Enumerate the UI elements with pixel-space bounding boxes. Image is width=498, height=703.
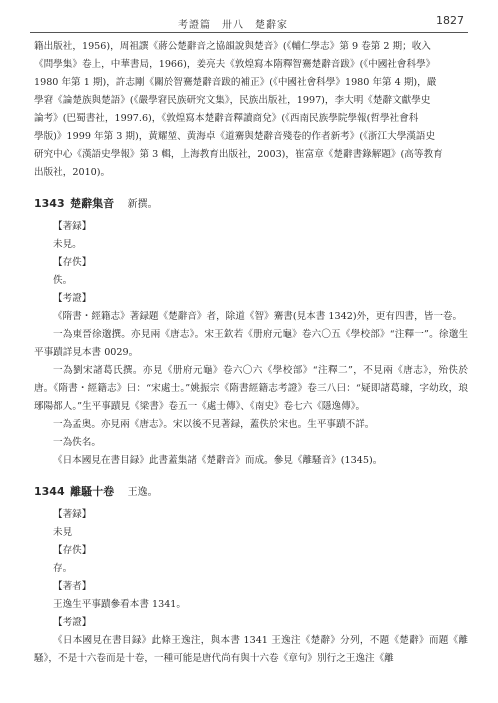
section-label: 【存佚】: [53, 545, 92, 556]
entry-1343: [34, 194, 468, 470]
page-body: [34, 38, 468, 668]
intro-line: 論考》(巴蜀書社，1997.6)，《敦煌寫本楚辭音釋讀商兌》(《西南民族學院學報(哲學社會科: [34, 113, 419, 124]
section-text: 佚。: [53, 275, 73, 286]
entry-title: 離騷十卷: [70, 485, 115, 498]
section-label: 【著録】: [53, 509, 92, 520]
entry-heading: [34, 482, 468, 503]
section-label: 【著者】: [53, 581, 92, 592]
intro-paragraph: [34, 38, 468, 182]
entry-heading: [34, 194, 468, 215]
section-text: 存。: [53, 563, 73, 574]
section-text: 一為孟奥。亦見兩《唐志》。宋以後不見著録，蓋佚於宋也。生平事蹟不詳。: [53, 419, 375, 430]
section-text: 《日本國見在書目録》此書蓋集諸《楚辭音》而成。參見《離騷音》(1345)。: [53, 455, 383, 466]
section-text: 一為東晉徐邈撰。亦見兩《唐志》。宋王欽若《册府元龜》卷六〇五《學校部》“注釋一”。徐邈生平事蹟詳見本書 0029。: [34, 329, 468, 358]
entry-author: 新撰。: [127, 199, 158, 210]
intro-line: 學版)》1999 年第 3 期)，黄耀堃、黄海卓《道騫與楚辭音殘卷的作者新考》(《浙江大學漢語史: [34, 131, 436, 142]
section-text: 《日本國見在書目録》此條王逸注，與本書 1341 王逸注《楚辭》分列，不題《楚辭》而題《離騷》，不是十六卷而是十卷，一種可能是唐代尚有與十六卷《章句》別行之王逸注《離: [34, 635, 468, 664]
section-text: 未見: [53, 527, 73, 538]
section-label: 【存佚】: [53, 257, 92, 268]
entry-number: 1344: [34, 485, 65, 498]
section-label: 【著録】: [53, 221, 92, 232]
section-text: 王逸生平事蹟參看本書 1341。: [53, 599, 186, 610]
intro-line: 《問學集》卷上，中華書局，1966)，姜亮夫《敦煌寫本隋釋智騫楚辭音跋》(《中國社會科學》: [34, 59, 436, 70]
intro-line: 籍出版社，1956)，周祖譔《蔣公楚辭音之協韻說與楚音》(《輔仁學志》第 9 卷第 2 期；收入: [34, 41, 431, 52]
intro-line: 1980 年第 1 期)，許志剛《關於智騫楚辭音跋的補正》(《中國社會科學》1980 年第 4 期)，嚴: [34, 77, 437, 88]
running-title: 考證篇 卅八 楚辭家: [178, 20, 288, 31]
intro-line: 學窘《論楚族與楚語》(《嚴學窘民族研究文集》，民族出版社，1997)，李大明《楚辭文獻學史: [34, 95, 431, 106]
section-text: 《隋書・經籍志》著録題《楚辭音》者，除道《智》騫書(見本書 1342)外，更有四書，皆一卷。: [53, 311, 463, 322]
section-text: 未見。: [53, 239, 82, 250]
section-label: 【考證】: [53, 617, 92, 628]
intro-line: 研究中心《漢語史學報》第 3 輯，上海教育出版社，2003)，崔富章《楚辭書錄解題》(高等教育: [34, 149, 443, 160]
intro-line: 出版社，2010)。: [34, 167, 111, 178]
section-label: 【考證】: [53, 293, 92, 304]
entry-title: 楚辭集音: [70, 197, 115, 210]
entry-1344: [34, 482, 468, 668]
section-text: 一為佚名。: [53, 437, 101, 448]
entry-author: 王逸。: [127, 487, 158, 498]
entry-number: 1343: [34, 197, 65, 210]
header-rule: [30, 32, 468, 33]
running-header: [30, 14, 468, 30]
section-text: 一為劉宋諸葛氏撰。亦見《册府元龜》卷六〇六《學校部》“注釋二”，不見兩《唐志》，殆佚於唐。《隋書・經籍志》曰：“宋處士。”姚振宗《隋書經籍志考證》卷三八曰：“疑即諸葛璩，字幼玫，琅琊陽都人。”生平事蹟見《梁書》卷五一《處士傳》、《南史》卷七六《隱逸傳》。: [34, 365, 468, 412]
page-number: 1827: [436, 14, 464, 27]
